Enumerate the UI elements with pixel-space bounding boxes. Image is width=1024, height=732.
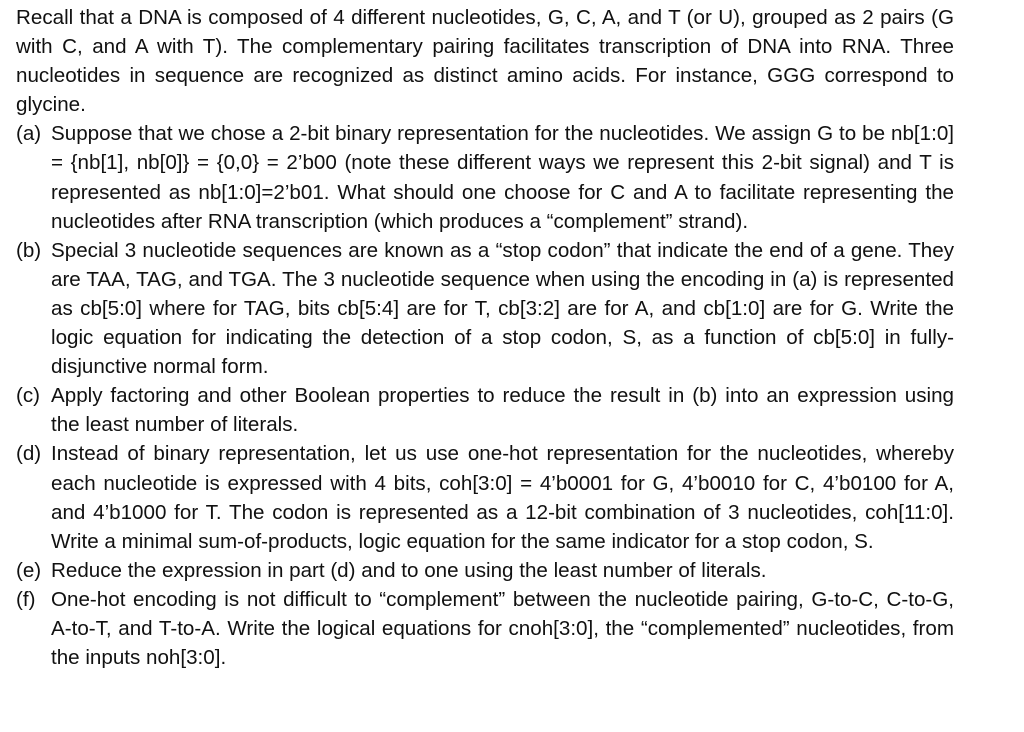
question-part-f: [16, 585, 954, 672]
part-b-marker: (b): [16, 238, 42, 262]
part-a-marker: (a): [16, 122, 42, 146]
question-parts-list: [16, 119, 954, 672]
question-part-d: [16, 439, 954, 555]
part-d-text: Instead of binary representation, let us use one-hot representation for the nucleotides, whereby each nucleotide is expressed with 4 bits, coh[3:0] = 4’b0001 for G, 4’b0010 for C, 4’b0100 for A, and 4’b1000 for T. The codon is represented as a 12-bit combination of 3 nucleotides, coh[11:0]. Write a minimal sum-of-products, logic equation for the same indicator for a stop codon, S.: [51, 442, 954, 553]
part-c-marker: (c): [16, 384, 41, 408]
part-e-marker: (e): [16, 558, 42, 582]
question-part-a: [16, 119, 954, 235]
question-part-e: [16, 556, 954, 585]
part-a-text: Suppose that we chose a 2-bit binary representation for the nucleotides. We assign G to be nb[1:0] = {nb[1], nb[0]} = {0,0} = 2’b00 (note these different ways we represent this 2-bit signal) and T is represented as nb[1:0]=2’b01. What should one choose for C and A to facilitate representing the nucleotides after RNA transcription (which produces a “complement” strand).: [51, 122, 954, 233]
problem-document: [16, 3, 954, 672]
part-c-text: Apply factoring and other Boolean properties to reduce the result in (b) into an expression using the least number of literals.: [51, 384, 954, 437]
question-part-c: [16, 381, 954, 439]
intro-paragraph: Recall that a DNA is composed of 4 different nucleotides, G, C, A, and T (or U), grouped as 2 pairs (G with C, and A with T). The complementary pairing facilitates transcription of DNA into RNA. Three nucleotides in sequence are recognized as distinct amino acids. For instance, GGG correspond to glycine.: [16, 6, 954, 117]
part-f-marker: (f): [16, 587, 36, 611]
part-b-text: Special 3 nucleotide sequences are known as a “stop codon” that indicate the end of a gene. They are TAA, TAG, and TGA. The 3 nucleotide sequence when using the encoding in (a) is represented as cb[5:0] where for TAG, bits cb[5:4] are for T, cb[3:2] are for A, and cb[1:0] are for G. Write the logic equation for indicating the detection of a stop codon, S, as a function of cb[5:0] in fully-disjunctive normal form.: [51, 238, 954, 379]
question-part-b: [16, 236, 954, 381]
part-f-text: One-hot encoding is not difficult to “complement” between the nucleotide pairing, G-to-C, C-to-G, A-to-T, and T-to-A. Write the logical equations for cnoh[3:0], the “complemented” nucleotides, from the inputs noh[3:0].: [51, 587, 954, 670]
part-e-text: Reduce the expression in part (d) and to one using the least number of literals.: [51, 558, 767, 582]
part-d-marker: (d): [16, 442, 42, 466]
